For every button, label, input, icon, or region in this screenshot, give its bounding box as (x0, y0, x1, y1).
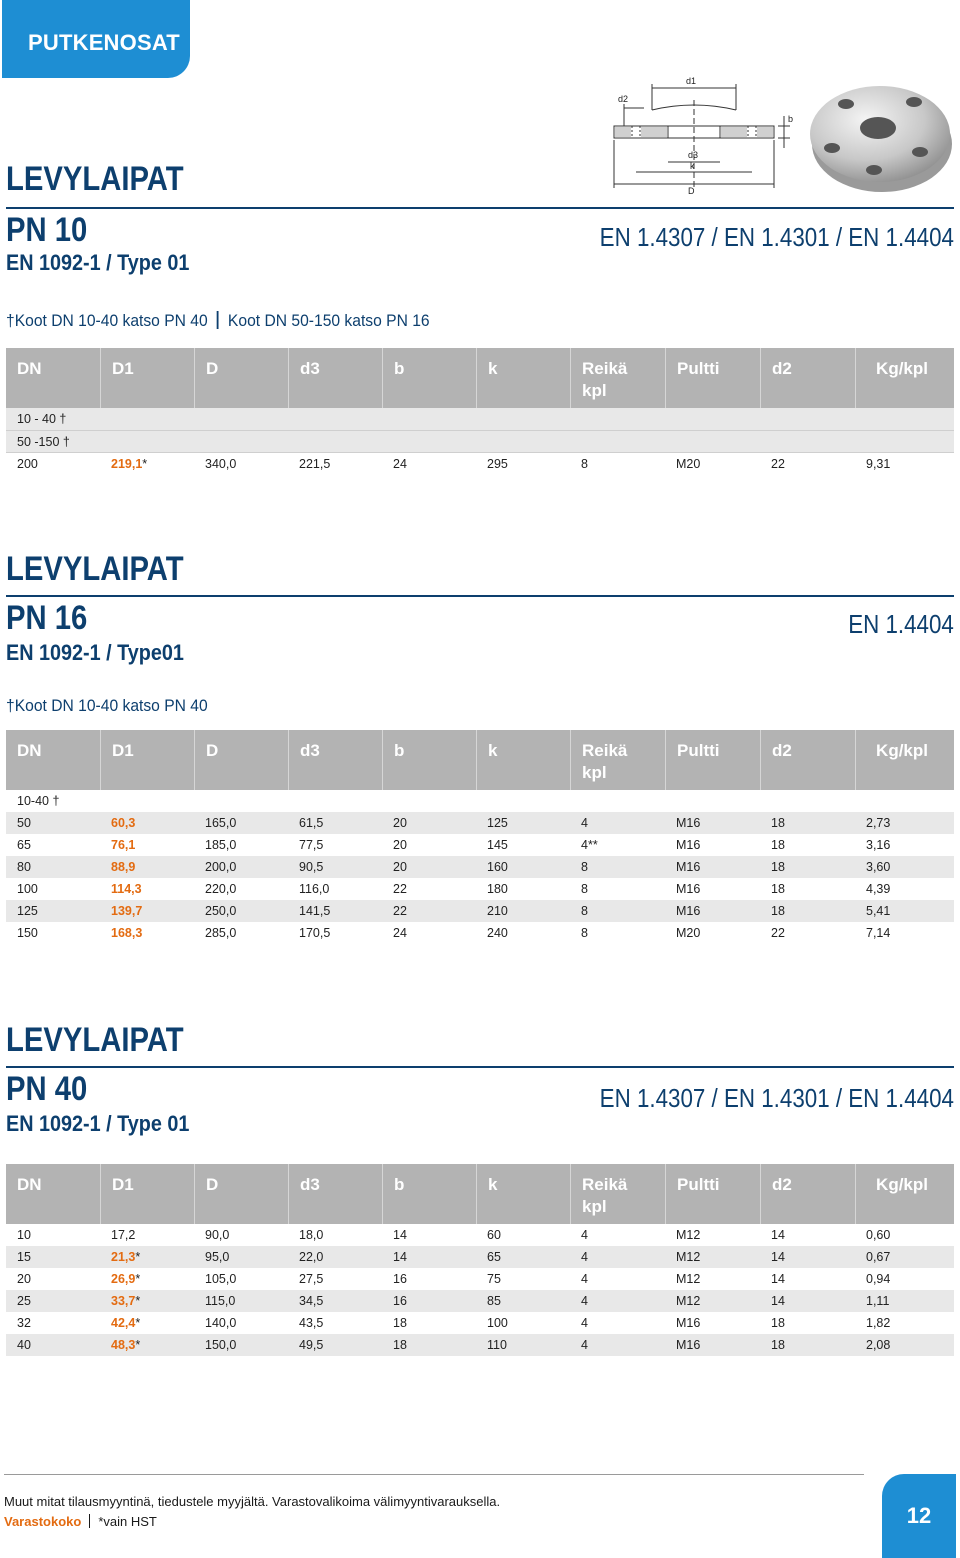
table-cell: M12 (676, 1272, 701, 1286)
table-cell: 24 (393, 456, 407, 471)
label-d3: d3 (688, 150, 699, 160)
table-header (6, 1164, 954, 1224)
table-cell: 20 (17, 1272, 31, 1286)
table-cell: 340,0 (205, 456, 237, 471)
table-cell: 18 (771, 838, 785, 852)
table-cell: 27,5 (299, 1272, 324, 1286)
table-cell: 4,39 (866, 882, 891, 896)
col-header: d2 (760, 348, 855, 408)
hst-legend: *vain HST (98, 1514, 157, 1529)
table-cell: 100 (487, 1316, 508, 1330)
table-cell: 32 (17, 1316, 31, 1330)
table-cell: 14 (393, 1250, 407, 1264)
page-number: 12 (882, 1474, 956, 1558)
table-cell: 14 (393, 1228, 407, 1242)
table-row (6, 1290, 954, 1312)
table-cell: 4 (581, 1338, 588, 1352)
table-cell: 16 (393, 1272, 407, 1286)
table-cell: 18,0 (299, 1228, 324, 1242)
table-body (6, 408, 954, 474)
table-cell: 4 (581, 1272, 588, 1286)
table-cell: 3,16 (866, 838, 891, 852)
table-cell: 8 (581, 904, 588, 918)
table-cell: M20 (676, 456, 701, 471)
table-cell: 85 (487, 1294, 501, 1308)
table-cell: 116,0 (299, 882, 330, 896)
table-cell: 18 (771, 860, 785, 874)
table-cell: 0,94 (866, 1272, 891, 1286)
table-cell: 77,5 (299, 838, 324, 852)
table-cell: 18 (393, 1338, 407, 1352)
table-cell: 61,5 (299, 816, 324, 830)
table-cell: 50 (17, 816, 31, 830)
table-cell: 7,14 (866, 926, 891, 940)
table-cell: 34,5 (299, 1294, 324, 1308)
cell-value: 33,7 (111, 1294, 136, 1308)
cell-value: 60,3 (111, 816, 136, 830)
table-cell: 100 (17, 882, 38, 896)
table-cell: 17,2 (111, 1228, 136, 1242)
col-header: DN (17, 359, 42, 378)
table-cell: 240 (487, 926, 508, 940)
col-header: Pultti (665, 1164, 760, 1224)
col-header: b (382, 348, 476, 408)
table-cell: 18 (771, 904, 785, 918)
section-tab: PUTKENOSAT (2, 0, 190, 78)
table-cell: 65 (17, 838, 31, 852)
table-cell: 75 (487, 1272, 501, 1286)
table-cell: 95,0 (205, 1250, 230, 1264)
table-cell: 65 (487, 1250, 501, 1264)
table-cell: 10 (17, 1228, 31, 1242)
table-cell: 200 (17, 456, 38, 471)
table-cell: 8 (581, 882, 588, 896)
table-cell: 8 (581, 456, 588, 471)
section-title: LEVYLAIPAT (6, 550, 184, 588)
table-header (6, 730, 954, 790)
table-cell: 2,08 (866, 1338, 891, 1352)
hst-marker: * (135, 1250, 141, 1264)
label-d2: d2 (618, 94, 629, 104)
table-row (6, 1334, 954, 1356)
table-row (6, 1224, 954, 1246)
legend-separator (89, 1514, 90, 1528)
table-row (6, 408, 954, 430)
table-cell: 15 (17, 1250, 31, 1264)
table-cell: 18 (771, 816, 785, 830)
table-cell: 3,60 (866, 860, 891, 874)
table-cell: 1,11 (866, 1294, 890, 1308)
table-cell (100, 1294, 194, 1308)
table-cell: M16 (676, 1316, 701, 1330)
cell-value: 88,9 (111, 860, 136, 874)
col-header: D1 (100, 1164, 194, 1224)
col-header: D (194, 348, 288, 408)
table-cell: 8 (581, 860, 588, 874)
table-cell: 165,0 (205, 816, 237, 830)
pressure-class: PN 16 (6, 599, 88, 637)
table-row (6, 878, 954, 900)
table-row (6, 430, 954, 452)
table-cell (100, 1316, 194, 1330)
table-cell: 185,0 (205, 838, 237, 852)
table-cell: M16 (676, 838, 701, 852)
table-cell: 80 (17, 860, 31, 874)
material-label: EN 1.4307 / EN 1.4301 / EN 1.4404 (599, 222, 954, 252)
table-cell: 49,5 (299, 1338, 324, 1352)
col-header: Kg/kpl (855, 348, 954, 408)
col-header: k (476, 730, 570, 790)
table-cell: 50 -150 † (17, 434, 70, 449)
label-D: D (688, 186, 695, 196)
label-k: k (690, 161, 695, 171)
table-cell: 4 (581, 816, 588, 830)
table-row (6, 452, 954, 474)
col-header: d3 (288, 730, 382, 790)
pressure-class: PN 10 (6, 211, 88, 249)
material-label: EN 1.4404 (848, 609, 954, 639)
table-cell (100, 926, 194, 940)
table-cell: 150 (17, 926, 38, 940)
table-cell: 18 (771, 882, 785, 896)
table-cell: 150,0 (205, 1338, 237, 1352)
table-cell: 5,41 (866, 904, 891, 918)
note-text: †Koot DN 10-40 katso PN 40 (6, 696, 208, 715)
dimension-table (6, 1164, 954, 1356)
standard-label: EN 1092-1 / Type 01 (6, 250, 190, 275)
table-cell (100, 1338, 194, 1352)
table-row (6, 790, 954, 812)
table-cell: 14 (771, 1294, 785, 1308)
table-cell: 22,0 (299, 1250, 324, 1264)
table-cell: 170,5 (299, 926, 331, 940)
table-cell: M20 (676, 926, 701, 940)
col-header: D1 (100, 348, 194, 408)
table-body (6, 790, 954, 944)
table-cell: M16 (676, 904, 701, 918)
table-cell: 10-40 † (17, 794, 60, 808)
dimension-table (6, 730, 954, 944)
table-cell: 220,0 (205, 882, 237, 896)
note-separator (217, 311, 219, 329)
hst-marker: * (135, 1338, 141, 1352)
table-cell: 14 (771, 1228, 785, 1242)
table-cell: 40 (17, 1338, 31, 1352)
divider (6, 207, 954, 209)
table-cell (100, 882, 194, 896)
table-cell: 22 (393, 904, 407, 918)
standard-label: EN 1092-1 / Type01 (6, 640, 184, 665)
table-cell (100, 838, 194, 852)
footer-divider (4, 1474, 864, 1475)
stock-size-legend: Varastokoko (4, 1514, 82, 1529)
table-cell: 141,5 (299, 904, 331, 918)
table-body (6, 1224, 954, 1356)
table-cell (100, 816, 194, 830)
table-cell: 10 - 40 † (17, 412, 67, 426)
table-cell: 180 (487, 882, 508, 896)
section-title: LEVYLAIPAT (6, 160, 184, 198)
table-row (6, 900, 954, 922)
cell-value: 114,3 (111, 882, 142, 896)
table-cell: 140,0 (205, 1316, 237, 1330)
table-cell: 14 (771, 1250, 785, 1264)
table-cell: 0,67 (866, 1250, 891, 1264)
table-cell: 2,73 (866, 816, 891, 830)
table-cell: 1,82 (866, 1316, 891, 1330)
table-cell: M12 (676, 1294, 701, 1308)
table-cell: 210 (487, 904, 508, 918)
table-cell (100, 1250, 194, 1264)
table-cell: 4 (581, 1316, 588, 1330)
table-row (6, 1268, 954, 1290)
table-cell: 18 (771, 1338, 785, 1352)
note-text: †Koot DN 10-40 katso PN 40 (6, 311, 208, 330)
table-cell: 125 (17, 904, 38, 918)
col-header: k (476, 1164, 570, 1224)
table-row (6, 922, 954, 944)
table-cell: 16 (393, 1294, 407, 1308)
col-header: d3 (288, 1164, 382, 1224)
table-row (6, 856, 954, 878)
table-header (6, 348, 954, 408)
table-cell: 90,5 (299, 860, 324, 874)
size-note (6, 311, 430, 331)
col-header: D (194, 730, 288, 790)
table-cell: 14 (771, 1272, 785, 1286)
footer-legend (4, 1514, 157, 1529)
table-cell: 22 (771, 926, 785, 940)
table-row (6, 1312, 954, 1334)
hst-marker: * (135, 1272, 141, 1286)
col-header: b (382, 730, 476, 790)
footer-note: Muut mitat tilausmyyntinä, tiedustele myyjältä. Varastovalikoima välimyyntivarauksella. (4, 1494, 501, 1509)
col-header: D1 (100, 730, 194, 790)
cell-value: 26,9 (111, 1272, 136, 1286)
flange-image (806, 78, 956, 198)
table-cell: 160 (487, 860, 508, 874)
table-cell: M16 (676, 860, 701, 874)
table-cell: M16 (676, 816, 701, 830)
table-cell: M16 (676, 882, 701, 896)
col-header: d3 (288, 348, 382, 408)
pressure-class: PN 40 (6, 1070, 88, 1108)
table-cell: 18 (771, 1316, 785, 1330)
cell-value: 48,3 (111, 1338, 136, 1352)
table-cell: 4 (581, 1250, 588, 1264)
table-cell: 43,5 (299, 1316, 324, 1330)
hst-marker: * (142, 456, 148, 471)
section-title: LEVYLAIPAT (6, 1021, 184, 1059)
col-header: d2 (760, 1164, 855, 1224)
table-cell: 200,0 (205, 860, 237, 874)
table-cell: 0,60 (866, 1228, 891, 1242)
table-cell: 115,0 (205, 1294, 236, 1308)
table-row (6, 834, 954, 856)
col-header: Kg/kpl (855, 730, 954, 790)
table-cell: 8 (581, 926, 588, 940)
cell-value: 42,4 (111, 1316, 136, 1330)
col-header: Reikä kpl (570, 1164, 665, 1224)
table-cell: 125 (487, 816, 508, 830)
table-cell: 145 (487, 838, 508, 852)
col-header: Pultti (665, 730, 760, 790)
table-row (6, 1246, 954, 1268)
table-cell: 4 (581, 1228, 588, 1242)
dimension-table (6, 348, 954, 474)
table-cell: 110 (487, 1338, 507, 1352)
material-label: EN 1.4307 / EN 1.4301 / EN 1.4404 (599, 1083, 954, 1113)
table-row (6, 812, 954, 834)
col-header: D (194, 1164, 288, 1224)
cell-value: 21,3 (111, 1250, 136, 1264)
table-cell (100, 457, 194, 471)
col-header: Reikä kpl (570, 348, 665, 408)
table-cell: M16 (676, 1338, 701, 1352)
col-header: Kg/kpl (855, 1164, 954, 1224)
hst-marker: * (135, 1294, 141, 1308)
label-b: b (788, 114, 794, 124)
table-cell: 24 (393, 926, 407, 940)
col-header: DN (17, 741, 42, 760)
table-cell: 20 (393, 860, 407, 874)
table-cell: 295 (487, 456, 508, 471)
hst-marker: * (135, 1316, 141, 1330)
table-cell (100, 860, 194, 874)
table-cell: 250,0 (205, 904, 237, 918)
table-cell: 4 (581, 1294, 588, 1308)
flange-dimension-drawing (608, 70, 798, 196)
table-cell: 4** (581, 838, 598, 852)
table-cell: M12 (676, 1228, 701, 1242)
col-header: d2 (760, 730, 855, 790)
table-cell: 22 (771, 456, 785, 471)
cell-value: 168,3 (111, 926, 143, 940)
col-header: Pultti (665, 348, 760, 408)
col-header: k (476, 348, 570, 408)
standard-label: EN 1092-1 / Type 01 (6, 1111, 190, 1136)
table-cell: 18 (393, 1316, 407, 1330)
cell-value: 219,1 (111, 456, 143, 471)
table-cell (100, 1272, 194, 1286)
divider (6, 595, 954, 597)
divider (6, 1066, 954, 1068)
table-cell: 25 (17, 1294, 31, 1308)
table-cell: 60 (487, 1228, 501, 1242)
table-cell: 221,5 (299, 456, 331, 471)
table-cell: 105,0 (205, 1272, 237, 1286)
label-d1: d1 (686, 76, 697, 86)
table-cell: 20 (393, 816, 407, 830)
size-note (6, 696, 208, 716)
table-cell: M12 (676, 1250, 701, 1264)
col-header: DN (17, 1175, 42, 1194)
col-header: b (382, 1164, 476, 1224)
table-cell: 22 (393, 882, 407, 896)
col-header: Reikä kpl (570, 730, 665, 790)
table-cell: 20 (393, 838, 407, 852)
table-cell (100, 904, 194, 918)
cell-value: 139,7 (111, 904, 143, 918)
note-text-2: Koot DN 50-150 katso PN 16 (227, 311, 430, 330)
cell-value: 76,1 (111, 838, 136, 852)
table-cell: 90,0 (205, 1228, 230, 1242)
table-cell: 285,0 (205, 926, 237, 940)
table-cell: 9,31 (866, 456, 891, 471)
